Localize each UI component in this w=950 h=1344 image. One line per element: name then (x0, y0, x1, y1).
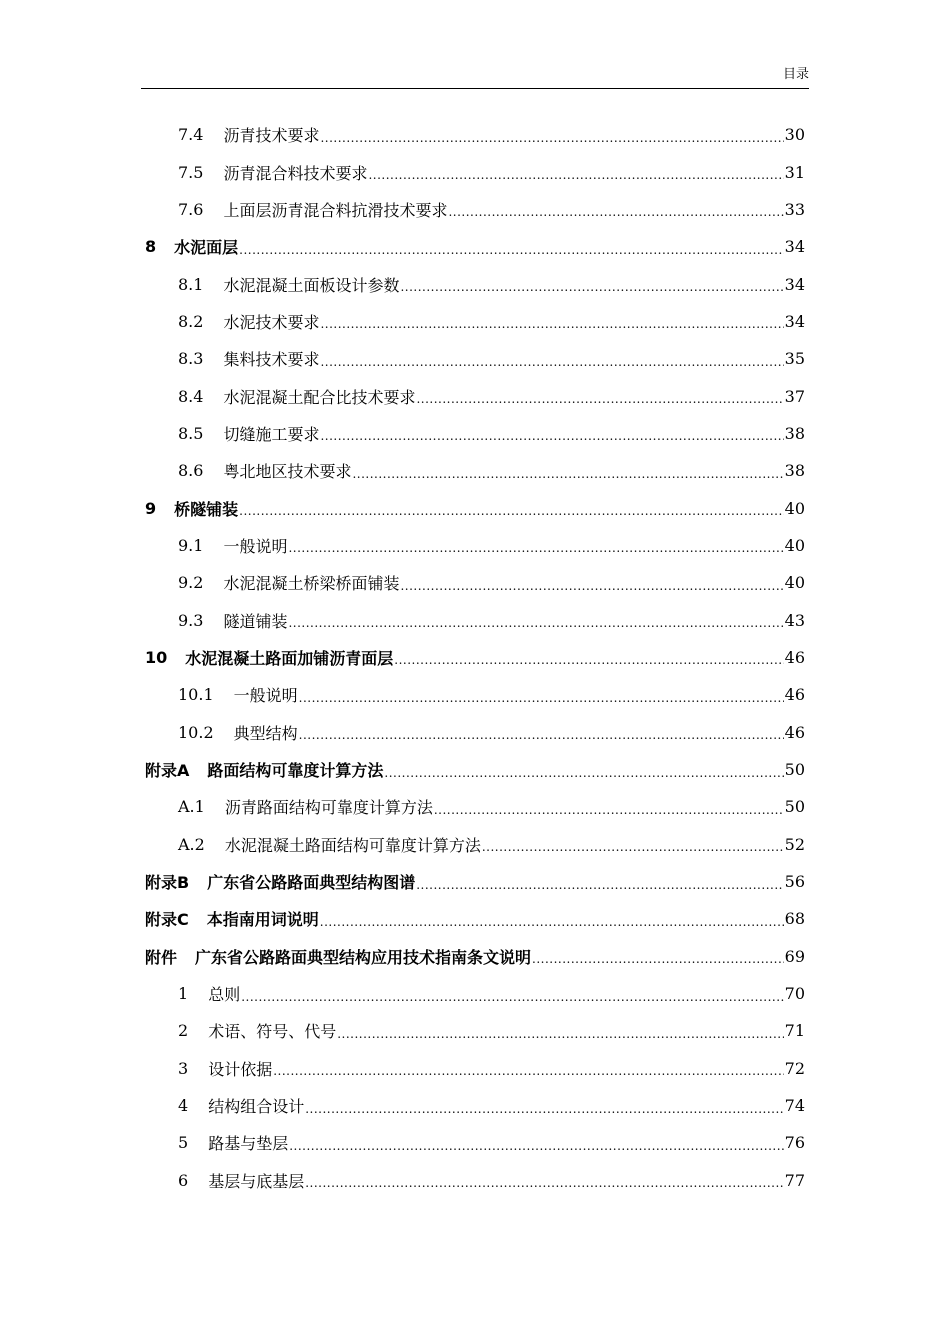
toc-entry-page: 74 (784, 1096, 805, 1116)
toc-entry-page: 52 (784, 834, 805, 854)
toc-entry-number: 10.2 (178, 722, 214, 742)
toc-dot-leader (320, 429, 783, 443)
toc-entry-number: 8 (145, 237, 157, 257)
toc-entry-title: 广东省公路路面典型结构图谱 (207, 873, 416, 893)
toc-entry-title: 水泥技术要求 (223, 312, 320, 332)
toc-dot-leader (305, 1102, 783, 1116)
toc-entry-number: 5 (178, 1133, 189, 1153)
toc-entry-number: 7.6 (178, 199, 204, 219)
toc-entry-number: 6 (178, 1170, 189, 1190)
toc-dot-leader (288, 541, 783, 555)
toc-entry-title: 结构组合设计 (208, 1097, 305, 1117)
toc-dot-leader (384, 766, 783, 780)
toc-entry-title: 广东省公路路面典型结构应用技术指南条文说明 (195, 947, 532, 967)
toc-entry-page: 31 (784, 162, 805, 182)
toc-entry-page: 46 (784, 685, 805, 705)
toc-entry-number: 3 (178, 1058, 189, 1078)
toc-entry-number: 8.1 (178, 274, 204, 294)
toc-entry[interactable] (0, 900, 950, 937)
header-title: 目录 (782, 67, 809, 82)
toc-entry-page: 35 (784, 349, 805, 369)
toc-entry-page: 40 (784, 573, 805, 593)
toc-entry[interactable] (0, 116, 950, 153)
toc-dot-leader (320, 355, 783, 369)
toc-dot-leader (299, 728, 784, 742)
toc-entry-page: 46 (784, 722, 805, 742)
toc-entry-page: 43 (784, 610, 805, 630)
toc-entry-page: 50 (784, 760, 805, 780)
toc-entry[interactable] (0, 1050, 950, 1087)
toc-dot-leader (400, 579, 783, 593)
toc-entry[interactable] (0, 564, 950, 601)
toc-entry-page: 33 (784, 199, 805, 219)
toc-dot-leader (394, 653, 783, 667)
toc-dot-leader (416, 878, 783, 892)
toc-dot-leader (337, 1027, 783, 1041)
toc-entry[interactable] (0, 452, 950, 489)
toc-entry-number: 8.3 (178, 349, 204, 369)
toc-entry[interactable] (0, 938, 950, 975)
toc-entry[interactable] (0, 863, 950, 900)
toc-entry-number: A.2 (178, 834, 205, 854)
toc-entry-number: 7.5 (178, 162, 204, 182)
toc-dot-leader (532, 952, 784, 966)
toc-entry-page: 38 (784, 423, 805, 443)
toc-dot-leader (368, 168, 783, 182)
toc-entry-page: 34 (784, 274, 805, 294)
toc-dot-leader (241, 990, 783, 1004)
table-of-contents (0, 116, 950, 1199)
toc-entry[interactable] (0, 1162, 950, 1199)
toc-dot-leader (320, 131, 783, 145)
toc-entry-title: 集料技术要求 (223, 350, 320, 370)
toc-dot-leader (434, 803, 784, 817)
toc-entry-number: 8.2 (178, 311, 204, 331)
toc-entry-number: 10 (145, 647, 168, 667)
toc-entry-page: 40 (784, 498, 805, 518)
toc-entry-title: 切缝施工要求 (223, 424, 320, 444)
toc-entry-page: 34 (784, 237, 805, 257)
toc-entry[interactable] (0, 714, 950, 751)
toc-entry[interactable] (0, 975, 950, 1012)
toc-entry-title: 水泥混凝土路面结构可靠度计算方法 (224, 835, 481, 855)
toc-entry[interactable] (0, 639, 950, 676)
toc-entry[interactable] (0, 527, 950, 564)
toc-dot-leader (239, 504, 783, 518)
toc-entry-page: 76 (784, 1133, 805, 1153)
toc-entry-number: 9.3 (178, 610, 204, 630)
toc-entry-title: 沥青技术要求 (223, 126, 320, 146)
toc-entry-number: 附录A (145, 761, 190, 781)
toc-entry-page: 72 (784, 1058, 805, 1078)
toc-entry-page: 70 (784, 984, 805, 1004)
toc-entry-page: 69 (784, 946, 805, 966)
toc-dot-leader (239, 243, 783, 257)
toc-entry-number: 4 (178, 1096, 189, 1116)
toc-entry-title: 路面结构可靠度计算方法 (207, 761, 384, 781)
toc-entry-title: 水泥混凝土面板设计参数 (223, 275, 400, 295)
toc-dot-leader (288, 616, 783, 630)
toc-entry[interactable] (0, 415, 950, 452)
toc-entry-page: 34 (784, 311, 805, 331)
toc-entry[interactable] (0, 1087, 950, 1124)
toc-entry-number: 9.2 (178, 573, 204, 593)
toc-entry[interactable] (0, 676, 950, 713)
toc-entry[interactable] (0, 228, 950, 265)
toc-entry-number: 10.1 (178, 685, 214, 705)
toc-entry[interactable] (0, 1012, 950, 1049)
toc-entry-page: 77 (784, 1170, 805, 1190)
toc-entry-page: 37 (784, 386, 805, 406)
toc-entry[interactable] (0, 377, 950, 414)
toc-entry-title: 沥青路面结构可靠度计算方法 (224, 798, 433, 818)
toc-dot-leader (305, 1176, 783, 1190)
toc-entry-page: 68 (784, 909, 805, 929)
toc-entry[interactable] (0, 303, 950, 340)
toc-entry-number: 8.4 (178, 386, 204, 406)
toc-entry-title: 沥青混合料技术要求 (223, 163, 368, 183)
toc-entry-title: 设计依据 (208, 1059, 273, 1079)
toc-entry-title: 桥隧铺装 (174, 499, 239, 519)
toc-entry[interactable] (0, 153, 950, 190)
toc-entry-page: 50 (784, 797, 805, 817)
toc-entry[interactable] (0, 826, 950, 863)
toc-entry-title: 水泥面层 (174, 238, 239, 258)
toc-entry-page: 38 (784, 461, 805, 481)
toc-entry-page: 30 (784, 125, 805, 145)
toc-entry-number: 2 (178, 1021, 189, 1041)
toc-dot-leader (482, 840, 784, 854)
toc-entry-title: 本指南用词说明 (206, 910, 319, 930)
toc-entry-title: 隧道铺装 (223, 611, 288, 631)
toc-entry-number: 7.4 (178, 125, 204, 145)
toc-entry[interactable] (0, 265, 950, 302)
toc-entry-number: 1 (178, 984, 189, 1004)
toc-entry-number: 附录C (145, 910, 189, 930)
toc-entry-page: 71 (784, 1021, 805, 1041)
toc-dot-leader (320, 317, 783, 331)
toc-entry-number: A.1 (178, 797, 205, 817)
toc-entry-number: 9 (145, 498, 157, 518)
toc-entry-title: 水泥混凝土桥梁桥面铺装 (223, 574, 400, 594)
toc-entry-title: 一般说明 (233, 686, 298, 706)
toc-entry-number: 8.6 (178, 461, 204, 481)
toc-entry-title: 基层与底基层 (208, 1171, 305, 1191)
toc-entry-number: 附件 (145, 947, 178, 967)
toc-entry-title: 路基与垫层 (208, 1134, 289, 1154)
toc-entry-title: 粤北地区技术要求 (223, 462, 352, 482)
toc-dot-leader (289, 1139, 783, 1153)
toc-entry-number: 8.5 (178, 423, 204, 443)
toc-entry[interactable] (0, 601, 950, 638)
toc-entry-title: 上面层沥青混合料抗滑技术要求 (223, 200, 448, 220)
toc-dot-leader (400, 280, 783, 294)
toc-entry[interactable] (0, 751, 950, 788)
toc-entry-title: 总则 (208, 985, 241, 1005)
page-header (141, 66, 809, 89)
toc-entry[interactable] (0, 1124, 950, 1161)
toc-entry-title: 水泥混凝土配合比技术要求 (223, 387, 416, 407)
toc-entry[interactable] (0, 340, 950, 377)
toc-dot-leader (299, 691, 784, 705)
toc-entry-title: 水泥混凝土路面加铺沥青面层 (185, 648, 394, 668)
toc-entry[interactable] (0, 788, 950, 825)
toc-dot-leader (320, 915, 784, 929)
toc-dot-leader (273, 1064, 783, 1078)
toc-entry-page: 46 (784, 647, 805, 667)
toc-entry-title: 一般说明 (223, 536, 288, 556)
toc-entry-page: 56 (784, 872, 805, 892)
toc-dot-leader (416, 392, 783, 406)
toc-dot-leader (448, 205, 783, 219)
toc-dot-leader (352, 467, 783, 481)
toc-entry-title: 术语、符号、代号 (208, 1022, 337, 1042)
toc-entry[interactable] (0, 489, 950, 526)
toc-entry-number: 9.1 (178, 535, 204, 555)
toc-entry-title: 典型结构 (233, 723, 298, 743)
toc-entry-number: 附录B (145, 873, 190, 893)
toc-entry[interactable] (0, 191, 950, 228)
toc-entry-page: 40 (784, 535, 805, 555)
